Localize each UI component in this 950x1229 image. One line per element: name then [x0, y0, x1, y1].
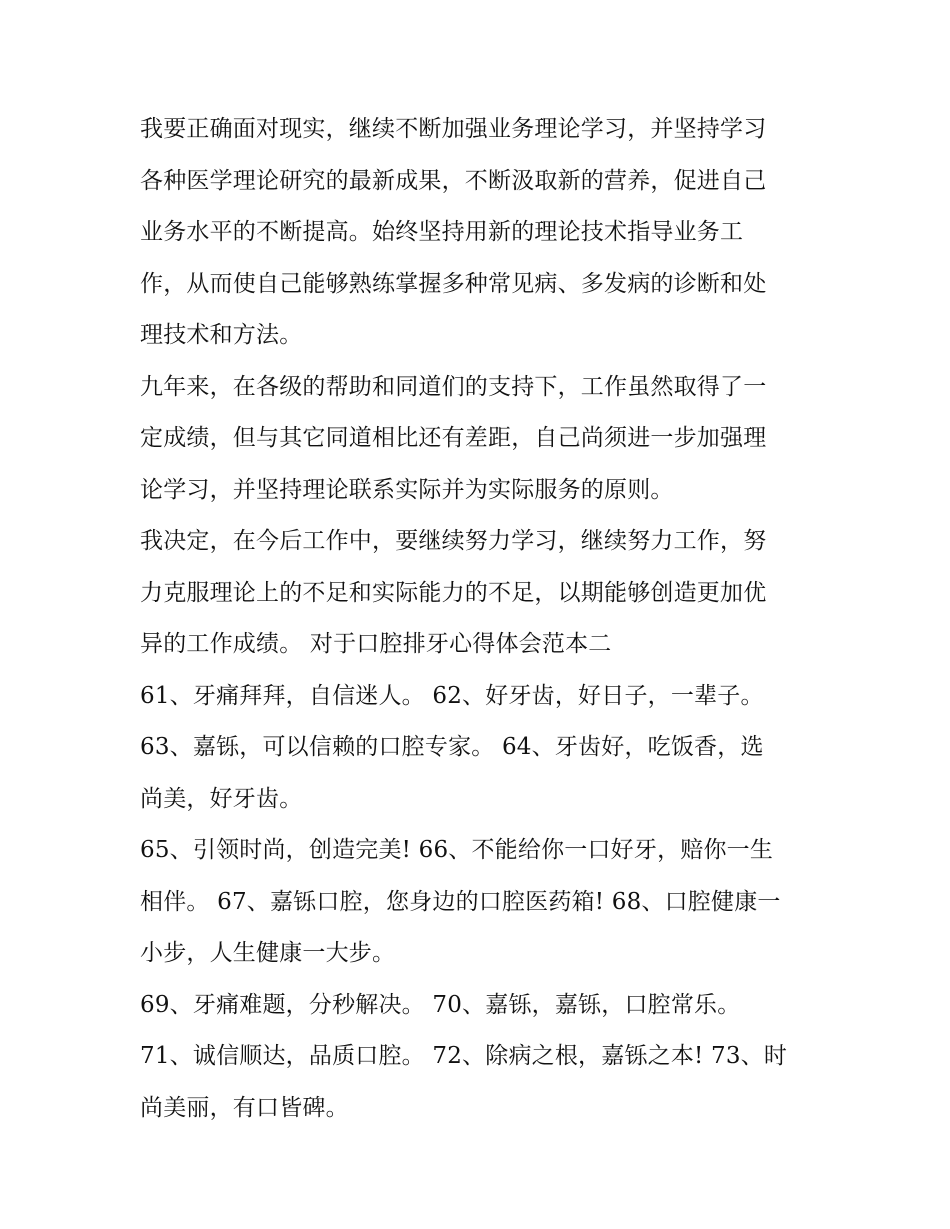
text-line: 尚美丽，有口皆碑。 — [140, 1094, 349, 1121]
text-line: 理技术和方法。 — [140, 322, 303, 348]
paragraph-3 — [140, 516, 820, 671]
text-line: 力克服理论上的不足和实际能力的不足，以期能够创造更加优 — [140, 579, 767, 606]
text-line: 小步，人生健康一大步。 — [140, 940, 396, 966]
text-line: 69、牙痛难题，分秒解决。 70、嘉铄，嘉铄，口腔常乐。 — [140, 991, 741, 1018]
paragraph-1 — [140, 104, 820, 362]
paragraph-2 — [140, 362, 820, 517]
paragraph-6 — [140, 825, 820, 980]
text-line: 异的工作成绩。 对于口腔排牙心得体会范本二 — [140, 631, 612, 657]
text-line: 业务水平的不断提高。始终坚持用新的理论技术指导业务工 — [140, 219, 744, 245]
text-line: 论学习，并坚持理论联系实际并为实际服务的原则。 — [140, 476, 674, 503]
text-line: 71、诚信顺达，品质口腔。 72、除病之根，嘉铄之本! 73、时 — [140, 1043, 788, 1069]
paragraph-4 — [140, 671, 820, 723]
paragraph-7 — [140, 980, 820, 1032]
text-line: 相伴。 67、嘉铄口腔，您身边的口腔医药箱! 68、口腔健康一 — [140, 888, 781, 915]
text-line: 各种医学理论研究的最新成果，不断汲取新的营养，促进自己 — [140, 167, 767, 194]
document-body — [140, 104, 820, 1134]
text-line: 我要正确面对现实，继续不断加强业务理论学习，并坚持学习 — [140, 116, 767, 142]
paragraph-5 — [140, 722, 820, 825]
text-line: 63、嘉铄，可以信赖的口腔专家。 64、牙齿好，吃饭香，选 — [140, 734, 764, 760]
text-line: 作，从而使自己能够熟练掌握多种常见病、多发病的诊断和处 — [140, 270, 767, 297]
text-line: 61、牙痛拜拜，自信迷人。 62、好牙齿，好日子，一辈子。 — [140, 682, 764, 709]
paragraph-8 — [140, 1031, 820, 1134]
text-line: 定成绩，但与其它同道相比还有差距，自己尚须进一步加强理 — [140, 425, 767, 451]
text-line: 65、引领时尚，创造完美! 66、不能给你一口好牙，赔你一生 — [140, 837, 774, 863]
text-line: 我决定，在今后工作中，要继续努力学习，继续努力工作，努 — [140, 528, 767, 554]
text-line: 九年来，在各级的帮助和同道们的支持下，工作虽然取得了一 — [140, 373, 767, 400]
text-line: 尚美，好牙齿。 — [140, 785, 303, 812]
